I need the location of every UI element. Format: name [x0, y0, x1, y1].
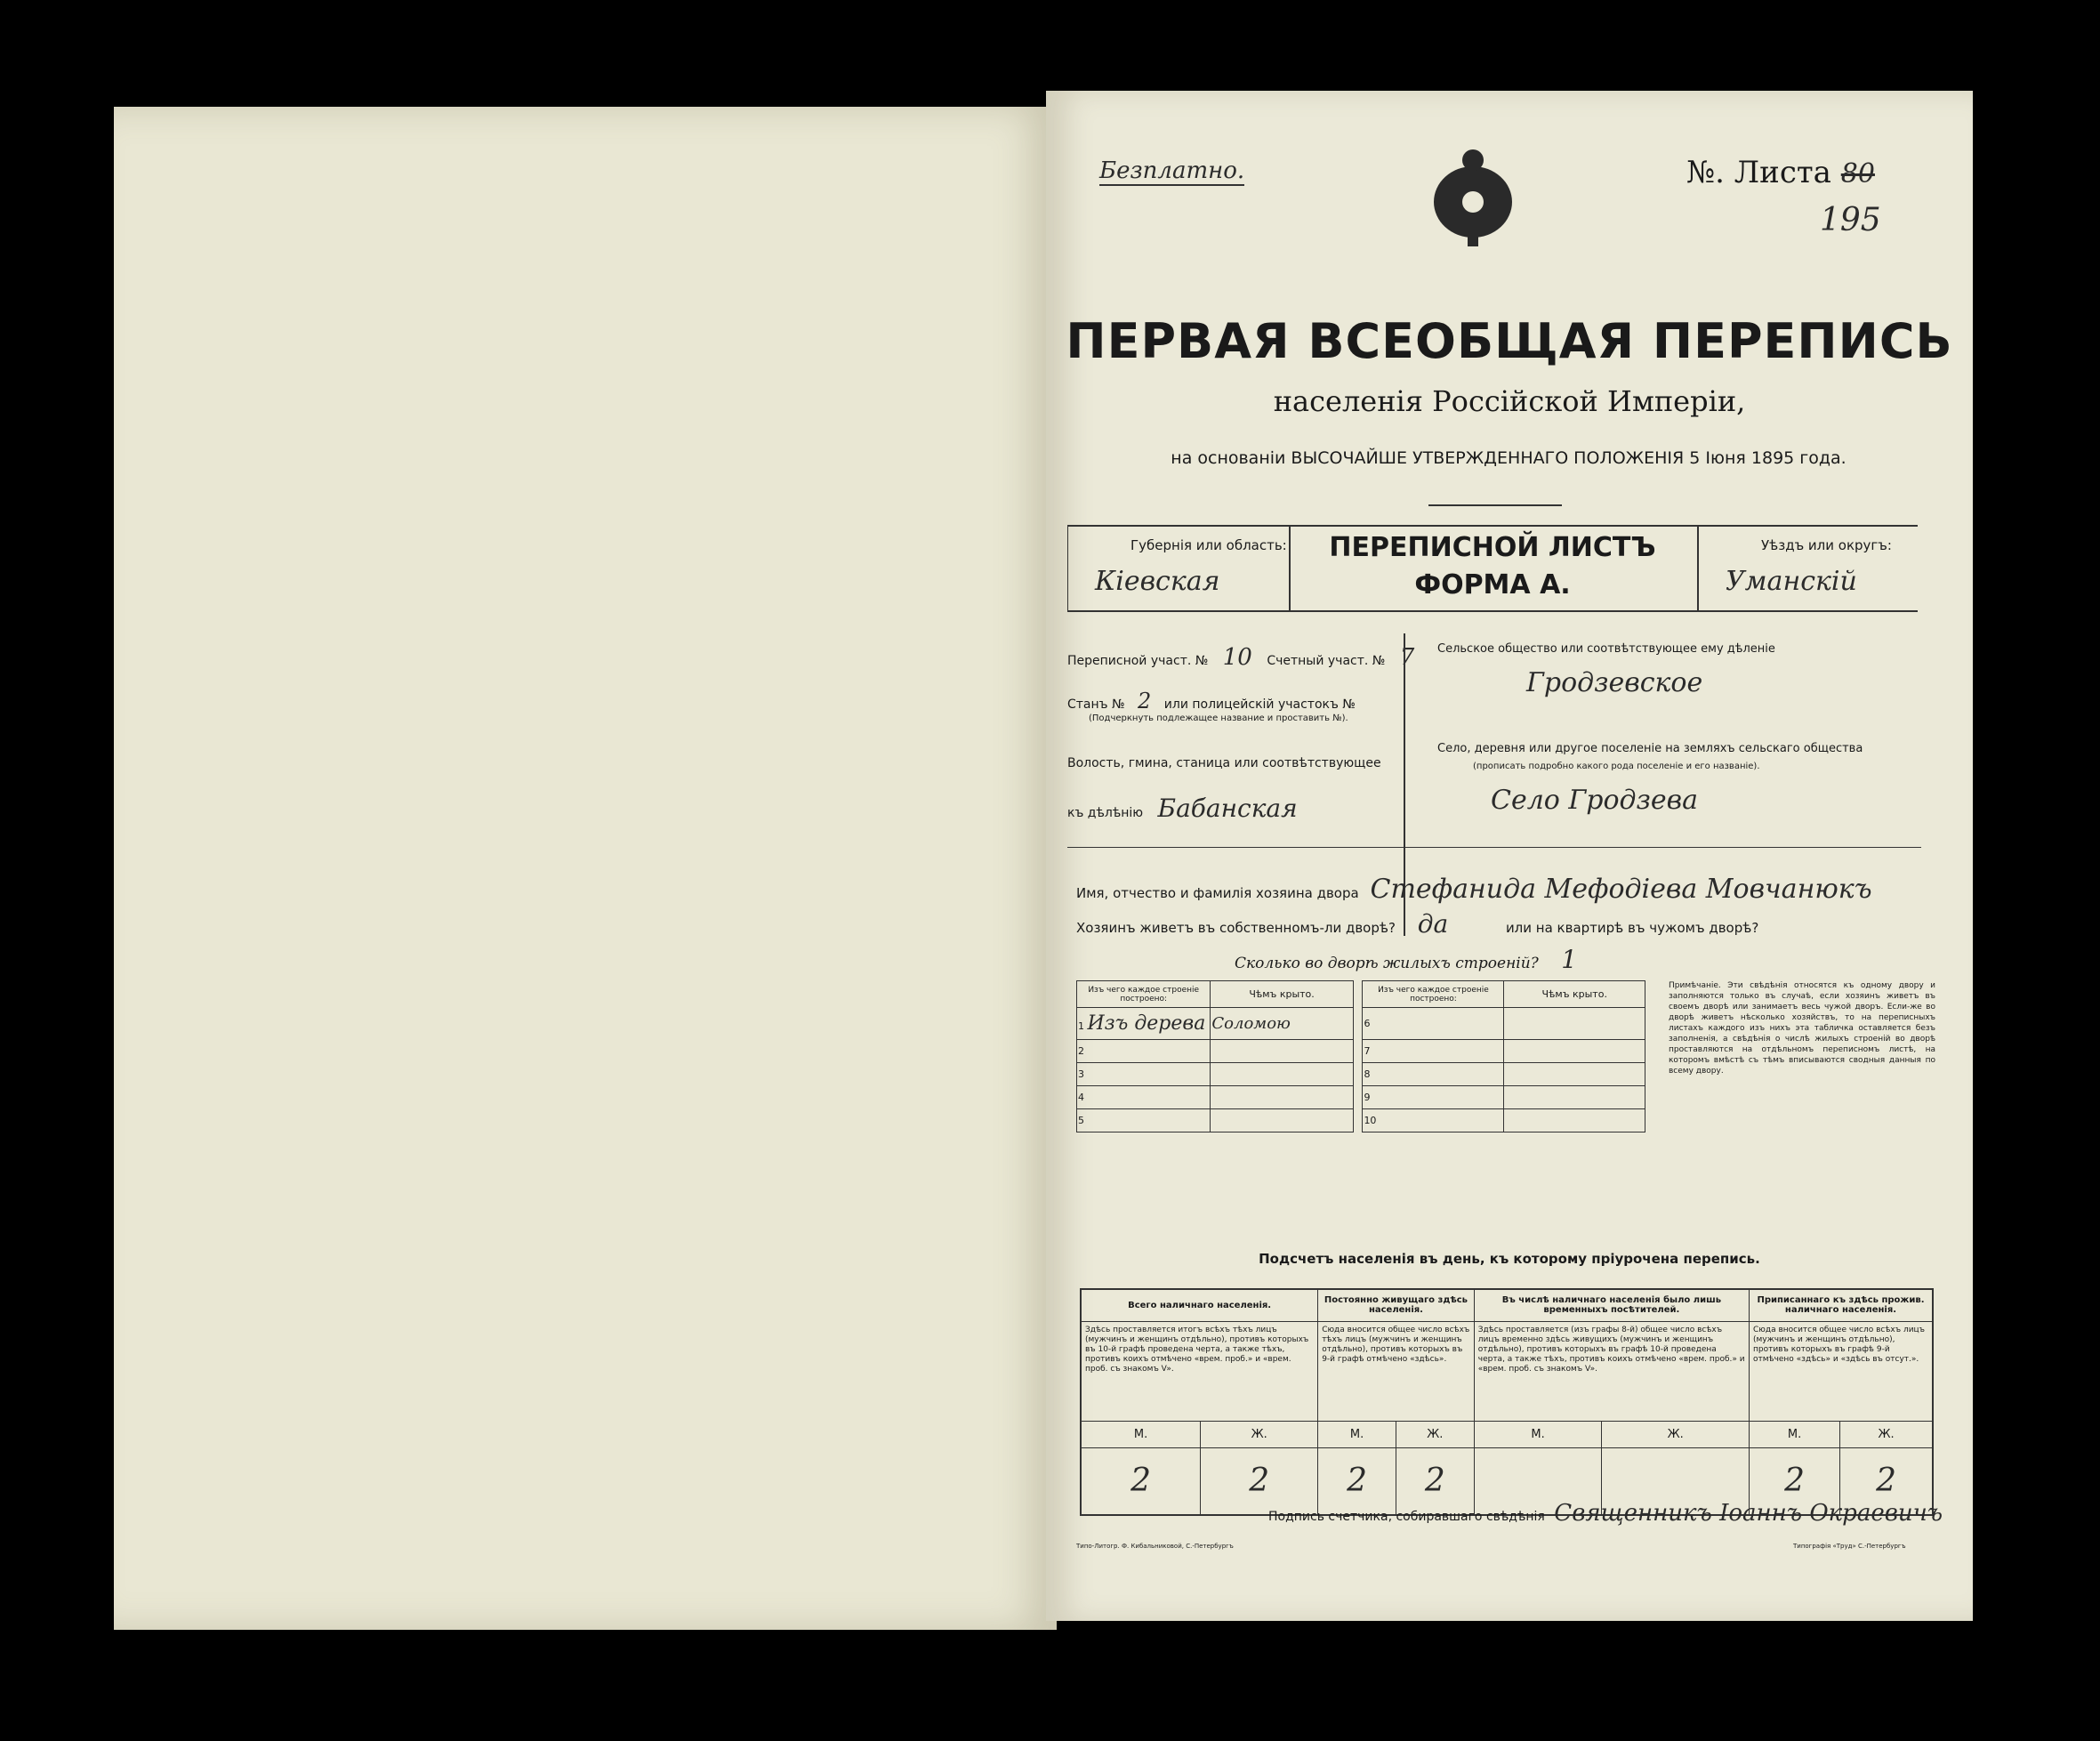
note-text: Примѣчаніе. Эти свѣдѣнія относятся къ одному двору и заполняются только въ случаѣ, если хозяинъ живетъ въ своемъ дворѣ или занимаетъ весь чужой дворъ. Если-же во дворѣ живетъ нѣсколько хозяйствъ, то на переписныхъ листахъ каждого изъ нихъ эта табличка оставляется безъ заполненія, а свѣдѣнія о числѣ жилыхъ строеній во дворѣ проставляются на отдѣльномъ переписномъ листѣ, на которомъ вмѣстѣ съ тѣмъ вписываются сводныя данныя по всему двору. [1669, 981, 1935, 1076]
left-page-blank [114, 107, 1057, 1630]
permanent-male: 2 [1318, 1447, 1396, 1515]
census-form-page [1046, 91, 1973, 1621]
main-title: ПЕРВАЯ ВСЕОБЩАЯ ПЕРЕПИСЬ [1066, 313, 1953, 369]
subtitle: населенія Россійской Имперіи, [1273, 384, 1746, 418]
village-value: Село Гродзева [1491, 785, 1699, 816]
own-house-field: Хозяинъ живетъ въ собственномъ-ли дворѣ? да или на квартирѣ въ чужомъ дворѣ? [1076, 909, 1759, 939]
volost-field: къ дѣлѣнію Бабанская [1067, 794, 1298, 823]
society-label: Сельское общество или соотвѣтствующее ему дѣленіе [1437, 642, 1775, 656]
signature-field: Подпись счетчика, собиравшаго свѣдѣнія Священникъ Іоаннъ Окраевичъ [1268, 1500, 1943, 1527]
stan-field: Станъ № 2 или полицейскій участокъ № [1067, 689, 1356, 713]
district-cell: Уѣздъ или округъ: Уманскій [1697, 527, 1919, 610]
row1-material: Изъ дерева [1087, 1012, 1206, 1035]
buildings-value: 1 [1561, 945, 1578, 974]
signature-value: Священникъ Іоаннъ Окраевичъ [1554, 1500, 1943, 1527]
province-cell: Губернія или область: Кіевская [1067, 527, 1291, 610]
table-row: 1 Изъ дерева [1077, 1008, 1211, 1040]
row1-roof: Соломою [1211, 1014, 1291, 1033]
form-subtitle: ФОРМА А. [1414, 569, 1571, 600]
volost-label: Волость, гмина, станица или соотвѣтствующее [1067, 756, 1381, 770]
registered-male: 2 [1749, 1447, 1839, 1515]
total-female: 2 [1201, 1447, 1318, 1515]
census-area-value: 10 [1222, 644, 1252, 671]
imperial-eagle-emblem [1420, 144, 1526, 251]
stan-value: 2 [1138, 689, 1152, 713]
volost-value: Бабанская [1157, 794, 1298, 823]
basis-text: на основаніи ВЫСОЧАЙШЕ УТВЕРЖДЕННАГО ПОЛОЖЕНІЯ 5 Іюня 1895 года. [1171, 448, 1847, 468]
printer-left: Типо-Литогр. Ф. Кибальниковой, С.-Петербургъ [1076, 1543, 1234, 1550]
permanent-female: 2 [1396, 1447, 1474, 1515]
owner-value: Стефанида Мефодіева Мовчанюкъ [1370, 874, 1872, 905]
society-value: Гродзевское [1526, 667, 1703, 698]
village-note: (прописать подробно какого рода поселеніе и его названіе). [1473, 762, 1760, 771]
province-value: Кіевская [1095, 566, 1220, 597]
summary-title: Подсчетъ населенія въ день, къ которому пріурочена перепись. [1259, 1251, 1760, 1267]
village-label: Село, деревня или другое поселеніе на земляхъ сельскаго общества [1437, 742, 1863, 755]
free-label: Безплатно. [1099, 157, 1245, 184]
buildings-field: Сколько во дворѣ жилыхъ строеній? 1 [1235, 945, 1578, 974]
district-value: Уманскій [1726, 566, 1857, 597]
sheet-number-struck: 80 [1840, 158, 1875, 189]
total-male: 2 [1081, 1447, 1201, 1515]
ornament-divider [1428, 504, 1562, 506]
population-summary-table: Всего наличнаго населенія. Постоянно живущаго здѣсь населенія. Въ числѣ наличнаго населенія было лишь временныхъ посѣтителей. Приписаннаго къ здѣсь прожив. наличнаго населенія. Здѣсь проставляется итогъ всѣхъ тѣхъ лицъ (мужчинъ и женщинъ отдѣльно), противъ которыхъ въ 10-й графѣ проведена черта, а также тѣхъ, противъ коихъ отмѣчено «врем. проб.» и «врем. проб. съ знакомъ V». Сюда вносится общее число всѣхъ тѣхъ лицъ (мужчинъ и женщинъ отдѣльно), противъ которыхъ въ 9-й графѣ отмѣчено «здѣсь». Здѣсь проставляется (изъ графы 8-й) общее число всѣхъ лицъ временно здѣсь живущихъ (мужчинъ и женщинъ отдѣльно), противъ которыхъ въ графѣ 10-й проведена черта, а также тѣхъ, противъ коихъ отмѣчено «врем. проб.» и «врем. проб. съ знакомъ V». Сюда вносится общее число всѣхъ лицъ (мужчинъ и женщинъ отдѣльно), противъ которыхъ въ графѣ 9-й отмѣчено «здѣсь» и «здѣсь въ отсут.». М. Ж. М. Ж. М. Ж. М. Ж. 2 2 2 2 2 2 [1080, 1288, 1934, 1516]
form-title: ПЕРЕПИСНОЙ ЛИСТЪ [1329, 532, 1656, 563]
buildings-table: Изъ чего каждое строеніе построено: Чѣмъ крыто. Изъ чего каждое строеніе построено: Чѣмъ крыто. 1 Изъ дерева Соломою 6 2 7 3 8 4 9 5 10 [1076, 980, 1645, 1132]
form-header-box [1067, 525, 1918, 612]
counting-area-value: 7 [1399, 644, 1415, 671]
printer-right: Типографія «Труд» С.-Петербургъ [1793, 1543, 1906, 1550]
sheet-number-handwritten: 195 [1820, 202, 1881, 238]
stan-note: (Подчеркнуть подлежащее название и проставить №). [1089, 713, 1348, 723]
registered-female: 2 [1840, 1447, 1933, 1515]
sheet-number-label: №. Листа 80 [1686, 155, 1875, 190]
census-area-field: Переписной участ. № 10 Счетный участ. № 7 [1067, 644, 1425, 671]
own-house-value: да [1417, 909, 1449, 939]
owner-field: Имя, отчество и фамилія хозяина двора Стефанида Мефодіева Мовчанюкъ [1076, 874, 1872, 905]
